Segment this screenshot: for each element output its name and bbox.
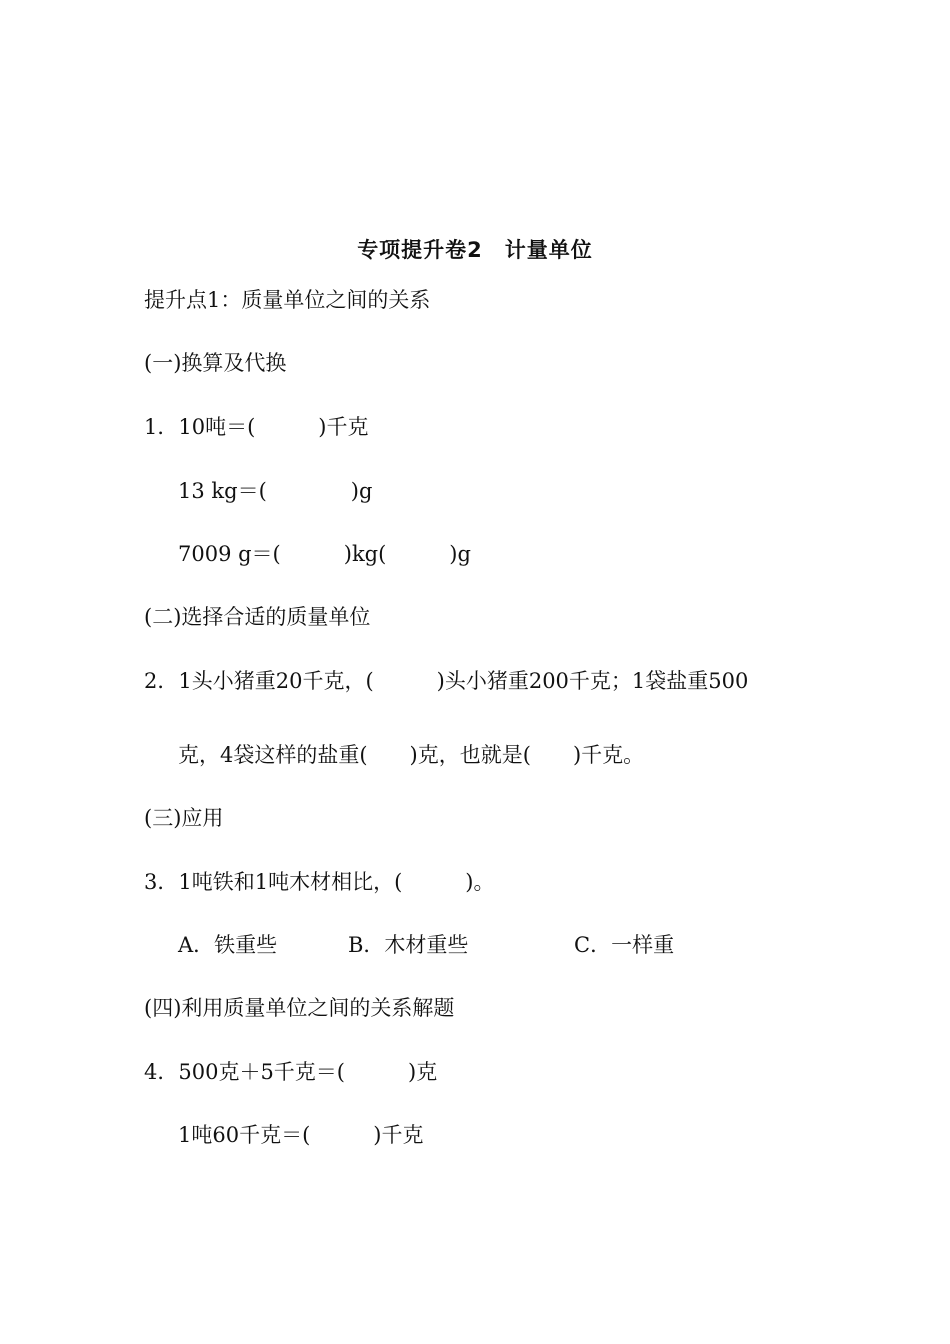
subsection-heading: (三)应用 [144,806,224,830]
question-4-part-2: 1吨60千克＝( )千克 [178,1123,424,1147]
section-heading: 提升点1：质量单位之间的关系 [144,288,431,312]
question-2-continued: 克，4袋这样的盐重( )克，也就是( )千克。 [178,743,645,767]
question-2: 2．1头小猪重20千克，( )头小猪重200千克；1袋盐重500 [144,669,749,693]
page-title: 专项提升卷2 计量单位 [357,238,593,262]
option-c: C．一样重 [574,933,675,957]
question-1-part-3: 7009 g＝( )kg( )g [178,542,471,566]
subsection-heading: (四)利用质量单位之间的关系解题 [144,996,455,1020]
subsection-heading: (一)换算及代换 [144,351,287,375]
option-b: B．木材重些 [348,933,469,957]
question-1-part-2: 13 kg＝( )g [178,479,373,503]
option-a: A．铁重些 [178,933,278,957]
subsection-heading: (二)选择合适的质量单位 [144,605,371,629]
question-1: 1．10吨＝( )千克 [144,415,369,439]
question-4: 4．500克＋5千克＝( )克 [144,1060,438,1084]
question-3: 3．1吨铁和1吨木材相比，( )。 [144,870,495,894]
